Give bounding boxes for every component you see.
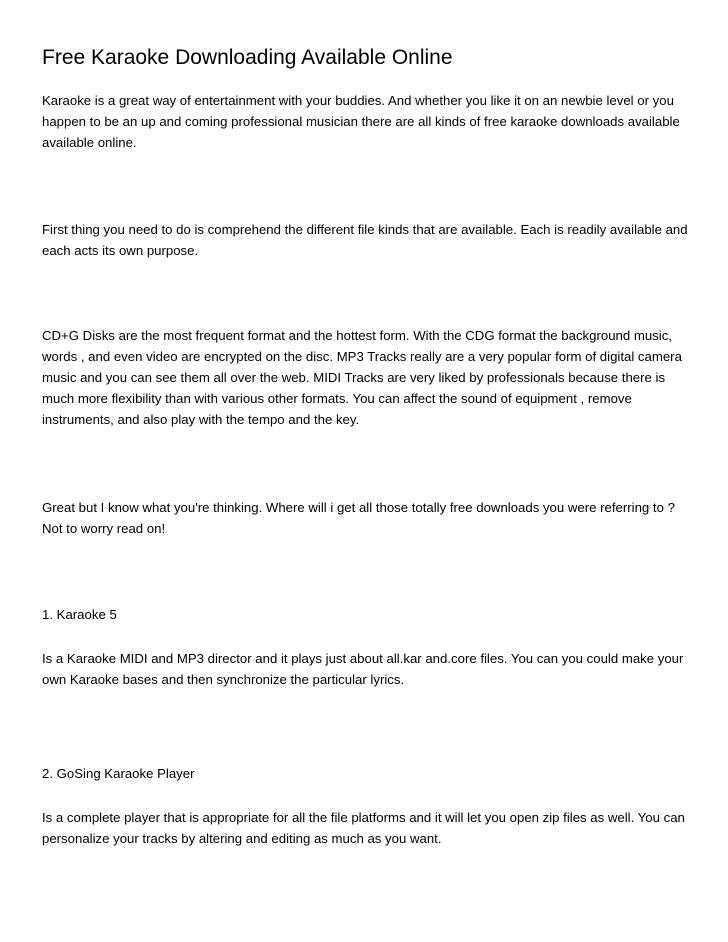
paragraph-file-kinds: First thing you need to do is comprehend the different file kinds that are available. Each is readily available and each acts its own purpose.	[42, 222, 688, 258]
heading-karaoke-5: 1. Karaoke 5	[42, 607, 117, 622]
heading-gosing-player: 2. GoSing Karaoke Player	[42, 766, 195, 781]
document-title: Free Karaoke Downloading Available Online	[42, 46, 453, 69]
paragraph-karaoke-5: Is a Karaoke MIDI and MP3 director and it plays just about all.kar and.core files. You can you could make your own Karaoke bases and then synchronize the particular lyrics.	[42, 651, 684, 687]
paragraph-formats: CD+G Disks are the most frequent format and the hottest form. With the CDG format the background music, words , and even video are encrypted on the disc. MP3 Tracks really are a very popular form of digital camera music and you can see them all over the web. MIDI Tracks are very liked by professionals because there is much more flexibility than with various other formats. You can affect the sound of equipment , remove instruments, and also play with the tempo and the key.	[42, 328, 682, 427]
paragraph-downloads: Great but I know what you're thinking. Where will i get all those totally free downloads you were referring to ? Not to worry read on!	[42, 500, 675, 536]
paragraph-intro: Karaoke is a great way of entertainment with your buddies. And whether you like it on an newbie level or you happen to be an up and coming professional musician there are all kinds of free karaoke downloads available available online.	[42, 93, 680, 150]
paragraph-gosing-player: Is a complete player that is appropriate for all the file platforms and it will let you open zip files as well. You can personalize your tracks by altering and editing as much as you want.	[42, 810, 685, 846]
